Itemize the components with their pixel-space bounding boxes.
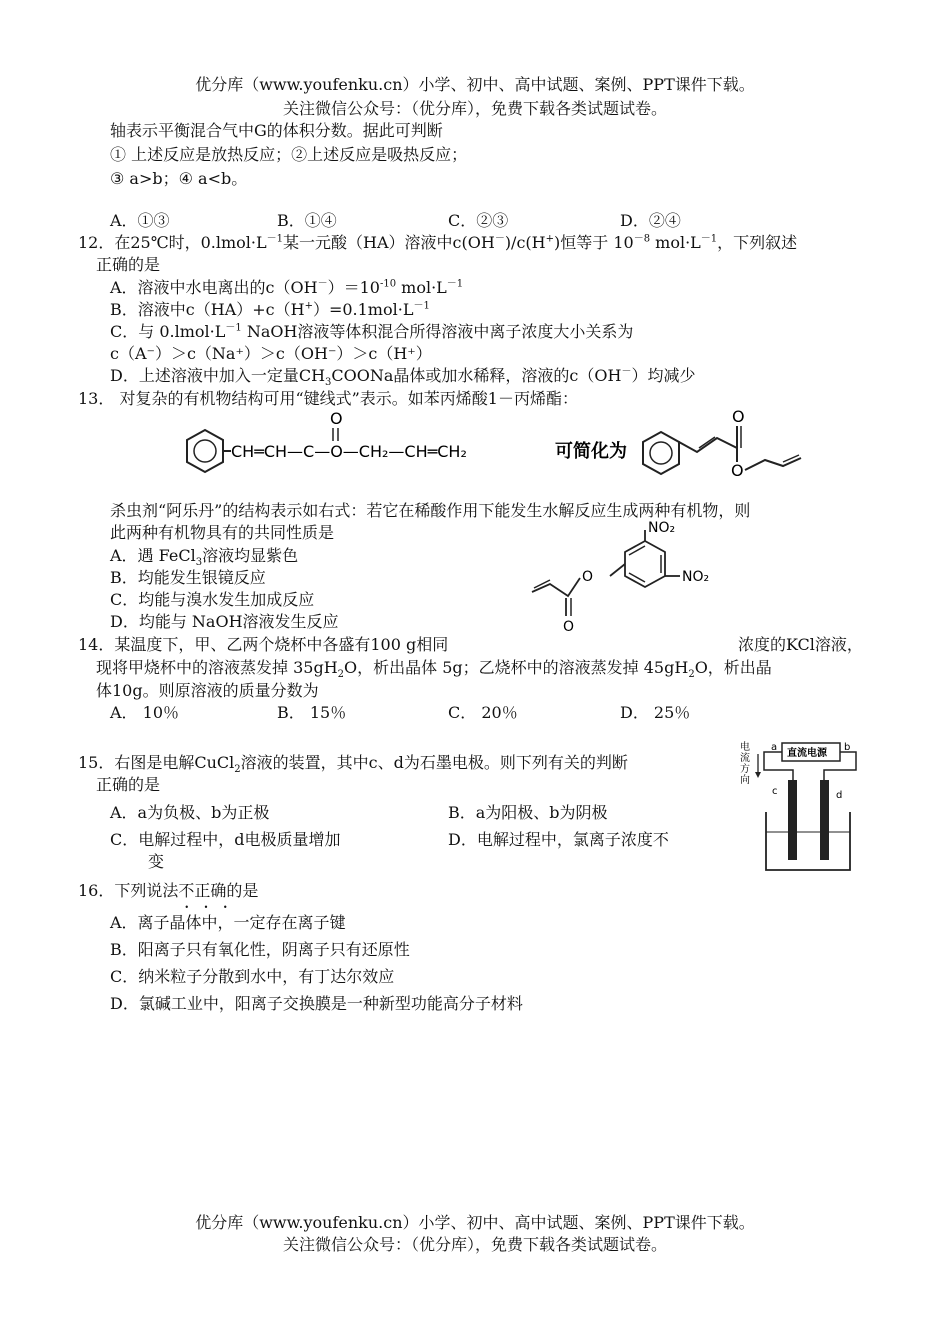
benzene-circle-skeletal [650,442,672,464]
q15-option-c-cont: 变 [148,852,165,871]
q15-line-1: 15．右图是电解CuCl$_2$溶液的装置，其中c、d为石墨电极。则下列有关的判断 [78,753,628,776]
q16-option-d: D．氯碱工业中，阳离子交换膜是一种新型功能高分子材料 [110,994,523,1013]
current-arrow-head [755,772,761,778]
benzene-ring [187,430,223,472]
q11-option-d: D．②④ [620,211,681,230]
beaker [766,812,850,870]
fig-dir-4: 向 [740,775,750,786]
q11-text-2: ① 上述反应是放热反应；②上述反应是吸热反应； [110,145,468,164]
q15-option-c: C．电解过程中，d电极质量增加 [110,830,341,849]
q15-option-b: B．a为阳极、b为阴极 [448,803,608,822]
aledan-ring-db3 [629,573,645,582]
skeletal-double [699,437,715,448]
cinnamate-structure-figure [165,404,805,496]
q11-option-b: B．①④ [277,211,337,230]
q14-option-b: B． 15％ [277,703,347,722]
q12-stem: 12．在25℃时，$0.lmol\cdot L^{-1}$某一元酸（HA）溶液中c(OH－)/c(H+)恒等于 $10^{-8}$ $mol\cdot L^{-1}$，下列叙述 [78,233,798,252]
q12-option-c: C．与 $0.lmol\cdot L^{-1}$ NaOH溶液等体积混合所得溶液中离子浓度大小关系为 [110,322,634,341]
aledan-ring-o: O [582,569,594,585]
aledan-no2-right: NO₂ [682,569,710,585]
aledan-chain [532,578,580,596]
simplify-label: 可简化为 [555,441,627,462]
q12-option-b: B．溶液中$c(HA)+c(H^+)=0.1mol\cdot L^{-1}$ [110,300,430,319]
fig-dir-2: 流 [740,753,750,764]
q13-option-c: C．均能与溴水发生加成反应 [110,590,315,609]
q13-stem: 13． 对复杂的有机物结构可用“键线式”表示。如苯丙烯酸1－丙烯酯： [78,389,578,408]
skeletal-o-top: O [732,407,745,426]
q11-option-c: C．②③ [448,211,509,230]
q13-text-1: 杀虫剂“阿乐丹”的结构表示如右式：若它在稀酸作用下能发生水解反应生成两种有机物，则 [110,501,751,520]
fig-dir-3: 方 [740,764,750,775]
q13-option-d: D．均能与 NaOH溶液发生反应 [110,612,339,631]
terminal-a: a [771,742,778,753]
q12-option-d: D．上述溶液中加入一定量$CH_3COONa$晶体或加水稀释，溶液的c（OH－）均减少 [110,366,696,389]
q12-option-a: A．溶液中水电离出的$c(OH^-)=10^{-10}$ $mol\cdot L^{-1}$ [110,278,464,297]
q14-option-d: D． 25％ [620,703,691,722]
q13-option-b: B．均能发生银镜反应 [110,568,266,587]
q16-option-c: C．纳米粒子分散到水中，有丁达尔效应 [110,967,395,986]
q14-option-a: A． 10％ [110,703,180,722]
aledan-no2-top: NO₂ [648,520,676,536]
q12-option-c-cont: c（A⁻）＞c（Na⁺）＞c（OH⁻）＞c（H⁺） [110,344,432,363]
q14-option-c: C． 20％ [448,703,518,722]
q12-stem-2: 正确的是 [96,255,161,274]
q14-line-3: 体10g。则原溶液的质量分数为 [96,681,319,700]
q14-line-2: 现将甲烧杯中的溶液蒸发掉 $35gH_2O$，析出晶体 5g；乙烧杯中的溶液蒸发掉 $45gH_2O$，析出晶 [96,658,772,681]
aledan-ring-db1 [629,546,645,555]
electrode-d-label: d [836,790,843,801]
electrolysis-figure [738,740,868,875]
skeletal-o-ring: O [731,461,744,480]
power-supply-label: 直流电源 [787,748,827,759]
formula-text: CH═CH—C—O—CH₂—CH═CH₂ [231,442,467,461]
footer-line-1: 优分库（www.youfenku.cn）小学、初中、高中试题、案例、PPT课件下载。 [195,1213,755,1232]
q14-line-1a: 14．某温度下，甲、乙两个烧杯中各盛有100 g相同 [78,635,449,654]
header-line-1: 优分库（www.youfenku.cn）小学、初中、高中试题、案例、PPT课件下载。 [195,75,755,94]
header-line-2: 关注微信公众号：（优分库），免费下载各类试题试卷。 [282,99,667,118]
aledan-ester-o: O [563,619,575,635]
q15-line-2: 正确的是 [96,775,161,794]
electrode-c-label: c [772,786,778,797]
q15-option-a: A．a为负极、b为正极 [110,803,270,822]
q15-option-d: D．电解过程中，氯离子浓度不 [448,830,669,849]
q14-line-1b: 浓度的KCl溶液， [738,635,863,654]
q11-text-3: ③ a>b；④ a<b。 [110,169,248,188]
q11-option-a: A．①③ [110,211,170,230]
q13-text-2: 此两种有机物具有的共同性质是 [110,523,335,542]
aledan-ring [625,541,665,587]
terminal-b: b [844,742,851,753]
q13-option-a: A．遇 FeCl$_3$溶液均显紫色 [110,546,299,569]
q16-option-b: B．阳离子只有氧化性，阴离子只有还原性 [110,940,410,959]
fig-dir-1: 电 [740,742,750,753]
benzene-ring-skeletal [643,432,679,474]
skeletal-allyl [745,458,801,470]
q16-stem: 16．下列说法不正确 • • •的是 [78,880,258,902]
skeletal-chain [679,438,737,452]
footer-line-2: 关注微信公众号：（优分库），免费下载各类试题试卷。 [282,1235,667,1254]
electrode-c [788,780,797,860]
benzene-circle [194,440,216,462]
carbonyl-o: O [330,409,343,428]
q16-option-a: A．离子晶体中，一定存在离子键 [110,913,346,932]
electrode-d [820,780,829,860]
aledan-structure-figure [520,520,730,635]
q11-text-1: 轴表示平衡混合气中G的体积分数。据此可判断 [110,121,443,140]
aledan-ar-o [610,564,625,576]
q16-emphasis: 不正确 • • • [178,881,226,900]
